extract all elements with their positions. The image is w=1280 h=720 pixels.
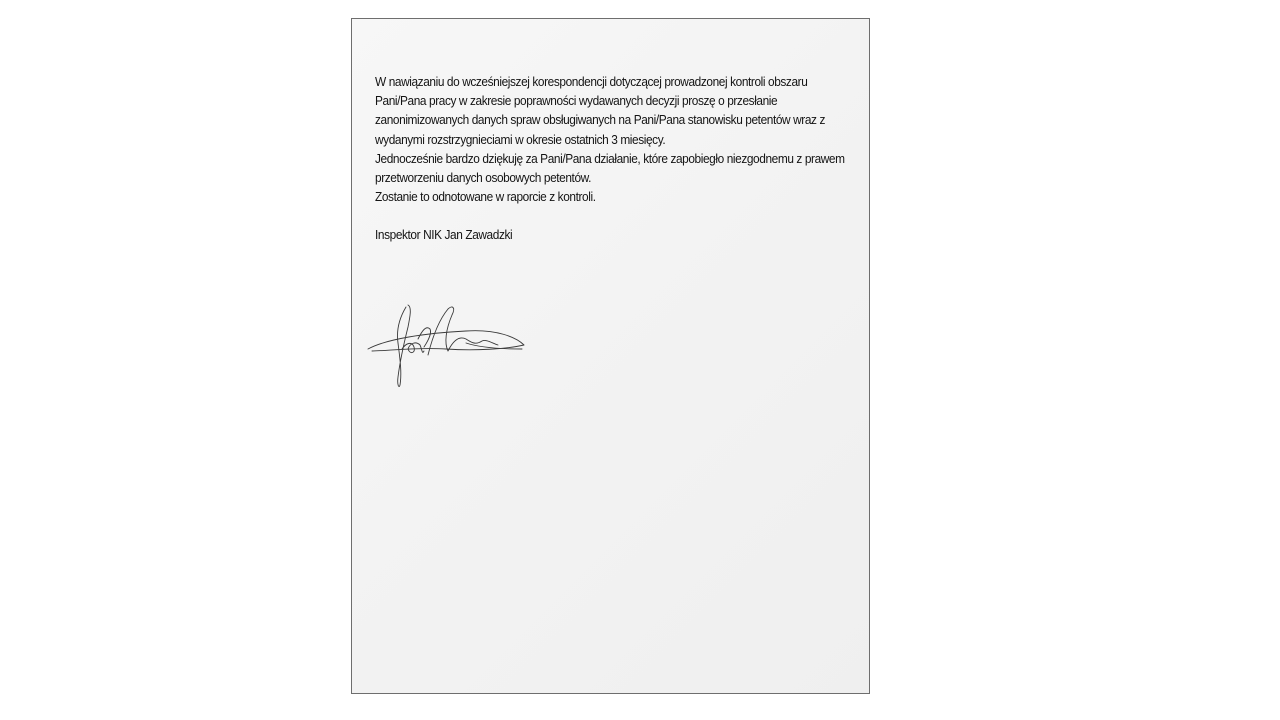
paragraph-gap bbox=[375, 206, 845, 225]
document-page bbox=[351, 18, 870, 694]
signature-icon bbox=[366, 299, 530, 389]
letter-body bbox=[375, 72, 845, 245]
letter-paragraph-thanks: Jednocześnie bardzo dziękuję za Pani/Pana działanie, które zapobiegło niezgodnemu z prawem przetworzeniu danych osobowych petentów. bbox=[375, 150, 845, 186]
letter-signoff: Inspektor NIK Jan Zawadzki bbox=[375, 227, 513, 243]
letter-paragraph-request: W nawiązaniu do wcześniejszej korespondencji dotyczącej prowadzonej kontroli obszaru Pani/Pana pracy w zakresie poprawności wydawanych decyzji proszę o przesłanie zanonimizowanych danych spraw obsługiwanych na Pani/Pana stanowisku petentów wraz z wydanymi rozstrzygnieciami w okresie ostatnich 3 miesięcy. bbox=[375, 74, 825, 147]
letter-paragraph-report: Zostanie to odnotowane w raporcie z kontroli. bbox=[375, 189, 596, 205]
